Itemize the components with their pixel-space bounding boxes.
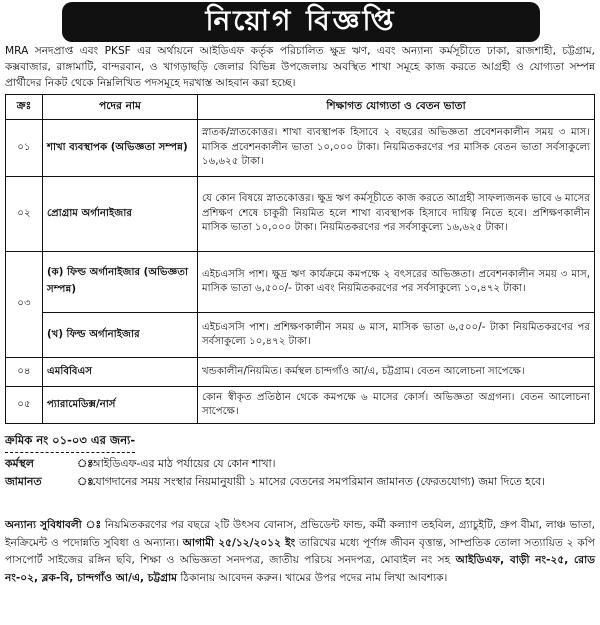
table-header-row bbox=[6, 95, 595, 120]
intro-paragraph: MRA সনদপ্রাপ্ত এবং PKSF এর অর্থায়নে আইডিএফ কর্তৃক পরিচালিত ক্ষুদ্র ঋণ, এবং অন্যান্য কর্মসূচীতে ঢাকা, রাজশাহী, চট্টগ্রাম, কক্সবাজার, রাঙ্গামাটি, বান্দরবান, ও খাগড়াছড়ি জেলার বিভিন্ন উপজেলায় অবস্থিত শাখা সমূহে কাজ করতে আগ্রহী ও যোগ্যতা সম্পন্ন প্রার্থীদের নিকট থেকে নিম্নলিখিত পদসমূহে দরখাস্ত আহবান করা হচ্ছে। bbox=[5, 45, 595, 89]
benefits-text: নিয়মিতকরণের পর বছরে ২টি উৎসব বোনাস, প্রভিডেন্ট ফান্ড, কর্মী কল্যাণ তহবিল, গ্র্যাচুইটি, গ্রুপ বীমা, লাঞ্চ ভাতা, ইনক্রিমেন্ট ও পদোন্নতি সুবিধা ও অন্যান্য। bbox=[5, 519, 595, 549]
guarantee-label: জামানত bbox=[5, 475, 42, 488]
column-header-qualification: শিক্ষাগত যোগ্যতা ও বেতন ভাতা bbox=[198, 95, 595, 120]
qualification-cell: যে কোন বিষয়ে স্নাতকোত্তর। ক্ষুদ্র ঋণ কর্মসূচীতে কাজ করতে আগ্রহী সাফল্যজনক ভাবে ৬ মাসের প্রশিক্ষণ শেষে চাকুরী নিয়মিত হলে শাখা ব্যবস্থাপক হিসাবে দায়িত্ব নিতে হবে। প্রশিক্ষণকালীন মাসিক ভাতা ১০,০০০ টাকা। নিয়মিতকরণের পর সর্বসাকুল্যে ১৬,৬২৫ টাকা। bbox=[198, 177, 595, 252]
separator: ঃ bbox=[85, 519, 102, 531]
posts-table bbox=[5, 94, 595, 424]
table-row bbox=[6, 313, 595, 358]
serial-note-heading: ক্রমিক নং ০১-০৩ এর জন্য- bbox=[5, 432, 135, 453]
post-cell: প্রোগ্রাম অর্গানাইজার bbox=[43, 177, 198, 252]
table-row bbox=[6, 252, 595, 313]
table-row bbox=[6, 177, 595, 252]
benefits-paragraph bbox=[5, 517, 595, 587]
workplace-label: কর্মস্থল bbox=[5, 457, 34, 470]
table-row bbox=[6, 120, 595, 177]
page-title: নিয়োগ বিজ্ঞপ্তি bbox=[62, 2, 540, 42]
separator: ঃ bbox=[77, 457, 93, 470]
column-header-post: পদের নাম bbox=[43, 95, 198, 120]
table-row bbox=[6, 358, 595, 387]
address: আইডিএফ, বাড়ী নং-২৫, রোড নং-০২, ব্লক-বি, চান্দগাঁও আ/এ, চট্টগ্রাম bbox=[5, 554, 596, 584]
serial-cell: ০৪ bbox=[6, 358, 43, 387]
post-cell: এমবিবিএস bbox=[43, 358, 198, 387]
table-row bbox=[6, 387, 595, 424]
workplace-line bbox=[5, 456, 275, 472]
separator: ঃ bbox=[77, 475, 93, 488]
serial-cell: ০২ bbox=[6, 177, 43, 252]
qualification-cell: কোন স্বীকৃত প্রতিষ্ঠান থেকে কমপক্ষে ৬ মাসের কোর্স। অভিজ্ঞতা অগ্রগন্য। বেতন আলোচনা সাপেক্ষে। bbox=[198, 387, 595, 424]
deadline: আগামী ২৫/১২/২০১২ ইং bbox=[182, 536, 296, 549]
benefits-label: অন্যান্য সুবিধাবলী bbox=[5, 519, 82, 531]
post-cell: প্যারামেডিক্স/নার্স bbox=[43, 387, 198, 424]
qualification-cell: স্নাতক/স্নাতকোত্তর। শাখা ব্যবস্থাপক হিসাবে ২ বছরের অভিজ্ঞতা প্রবেশনকালীন সময় ৩ মাস। মাসিক প্রবেশনকালীন ভাতা ১০,০০০ টাকা। নিয়মিতকরণের পর মাসিক বেতন ভাতা সর্বসাকুল্যে ১৬,৬২৫ টাকা। bbox=[198, 120, 595, 177]
workplace-value: আইডিএফ-এর মাঠ পর্যায়ের যে কোন শাখা। bbox=[91, 457, 276, 470]
post-cell: শাখা ব্যবস্থাপক (অভিজ্ঞতা সম্পন্ন) bbox=[43, 120, 198, 177]
application-instructions: তারিখের মধ্যে পূর্ণাঙ্গ জীবন বৃত্তান্ত, সাম্প্রতিক তোলা সত্যায়িত ২ কপি পাসপোর্ট সাইজের রঙ্গিন ছবি, শিক্ষা ও অভিজ্ঞতা সনদপত্র, জাতীয় পরিচয় সনদপত্র, মোবাইল নং সহ bbox=[5, 536, 595, 566]
qualification-cell: এইচএসসি পাশ। ক্ষুদ্র ঋণ কার্যক্রমে কমপক্ষে ২ বৎসরের অভিজ্ঞতা। প্রবেশনকালীন সময় ৩ মাস, মাসিক ভাতা ৬,৫০০/- টাকা এবং নিয়মিতকরণের পর সর্বসাকুল্যে ১০,৪৭২ টাকা। bbox=[198, 252, 595, 313]
guarantee-value: যোগদানের সময় সংস্থার নিয়মানুযায়ী ১ মাসের বেতনের সমপরিমান জামানত (ফেরতযোগ্য) জমা দিতে হবে। bbox=[91, 475, 546, 488]
post-cell: (ক) ফিল্ড অর্গানাইজার (অভিজ্ঞতা সম্পন্ন) bbox=[43, 252, 198, 313]
serial-cell: ০১ bbox=[6, 120, 43, 177]
guarantee-line bbox=[5, 474, 595, 490]
closing-text: ঠিকানায় আবেদন করুন। খামের উপর পদের নাম লিখা আবশ্যক। bbox=[180, 571, 448, 584]
serial-cell: ০৫ bbox=[6, 387, 43, 424]
qualification-cell: এইচএসসি পাশ। প্রশিক্ষণকালীন সময় ৬ মাস, মাসিক ভাতা ৬,৫০০/- টাকা নিয়মিতকরণের পর সর্বসাকুল্যে ১০,৪৭২ টাকা। bbox=[198, 313, 595, 358]
post-cell: (খ) ফিল্ড অর্গানাইজার bbox=[43, 313, 198, 358]
serial-cell: ০৩ bbox=[6, 252, 43, 358]
column-header-serial: ক্রঃ bbox=[6, 95, 43, 120]
qualification-cell: খন্ডকালীন/নিয়মিত। কর্মস্থল চান্দগাঁও আ/এ, চট্টগ্রাম। বেতন আলোচনা সাপেক্ষে। bbox=[198, 358, 595, 387]
